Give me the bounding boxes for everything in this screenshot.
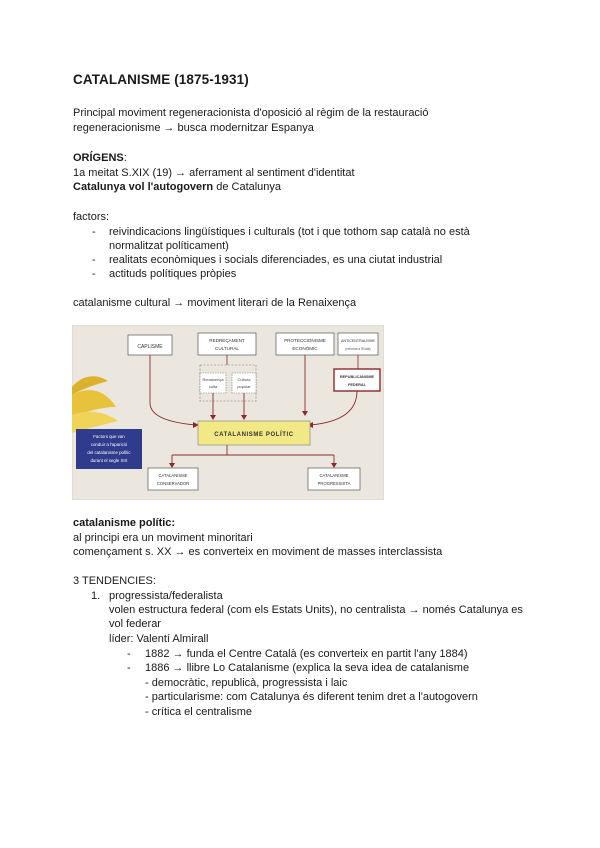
box-redrecament-label-1: REDREÇAMENT: [209, 338, 245, 343]
box-capitalisme: [128, 335, 172, 355]
box-anticentralisme-label-2: (reforma a l'Estat): [345, 347, 371, 351]
box-renaixenca-label-2: culta: [208, 384, 218, 389]
factor-item: reivindicacions lingüístiques i culturals (tot i que tothom sap català no està: [109, 226, 470, 238]
box-redrecament: [198, 333, 256, 355]
tendency-item-1: progressista/federalista: [109, 590, 223, 602]
box-anticentralisme: [338, 333, 378, 355]
box-catalanisme-politic-label: CATALANISME POLÍTIC: [214, 432, 294, 438]
diagram-caption: [76, 429, 142, 469]
tendency-leader: líder: Valentí Almirall: [109, 633, 209, 645]
box-anticentralisme-label-1: ANTICENTRALISME: [341, 339, 375, 343]
factors-label: factors:: [73, 211, 110, 223]
factor-item-continuation: normalitzat políticament): [109, 240, 229, 252]
factor-item: realitats econòmiques i socials diferenciades, es una ciutat industrial: [109, 254, 443, 266]
bullet-dash: -: [127, 662, 131, 674]
politic-line-1: al principi era un moviment minoritari: [73, 532, 253, 544]
box-republicanisme-label-2: FEDERAL: [348, 383, 366, 387]
origins-line-2: [73, 180, 281, 194]
origins-heading: ORÍGENS: [73, 152, 124, 164]
intro-line-1: Principal moviment regeneracionista d'oposició al règim de la restauració: [73, 107, 429, 119]
box-progressista-label-1: CATALANISME: [319, 473, 349, 478]
box-renaixenca-label-1: Renaixença: [202, 377, 224, 382]
diagram-svg: [72, 325, 384, 500]
caption-line-3: del catalanisme polític: [87, 450, 131, 455]
tendency-subsub-item: - crítica el centralisme: [145, 706, 252, 718]
bullet-dash: -: [92, 268, 96, 280]
box-conservador: [148, 468, 198, 490]
box-conservador-label-2: CONSERVADOR: [156, 481, 190, 486]
box-proteccionisme: [276, 333, 334, 355]
origins-heading-colon: :: [123, 152, 127, 164]
box-catalanisme-politic: [198, 421, 310, 445]
box-progressista-label-2: PROGRESSISTA: [317, 481, 351, 486]
caption-line-1: Factors que van: [93, 434, 125, 439]
box-redrecament-label-2: CULTURAL: [215, 346, 239, 351]
caption-line-4: durant el segle XIX: [90, 458, 128, 463]
box-conservador-label-1: CATALANISME: [158, 473, 188, 478]
bullet-dash: -: [127, 648, 131, 660]
tendency-desc-2: vol federar: [109, 618, 161, 630]
cultural-line: catalanisme cultural → moviment literari de la Renaixença: [73, 297, 357, 309]
origins-heading-line: [73, 151, 127, 165]
tendency-number: 1.: [91, 590, 101, 602]
tendencies-heading: 3 TENDENCIES:: [73, 575, 156, 587]
box-capitalisme-label: CAPLISME: [137, 344, 163, 350]
origins-bold-phrase: Catalunya vol l'autogovern: [73, 181, 214, 193]
politic-heading: catalanisme polític:: [73, 517, 176, 529]
tendency-desc-1: volen estructura federal (com els Estats Units), no centralista → només Catalunya es: [109, 604, 523, 616]
box-progressista: [308, 468, 360, 490]
tendency-sub-item: 1886 → llibre Lo Catalanisme (explica la seva idea de catalanisme: [145, 662, 470, 674]
caption-line-2: conduir a l'aparició: [90, 442, 128, 447]
box-cultura-popular: [232, 373, 256, 393]
box-cultura-label-1: Cultura: [237, 377, 251, 382]
tendency-subsub-item: - democràtic, republicà, progressista i laic: [145, 677, 348, 689]
catalanisme-diagram: [72, 325, 384, 500]
bullet-dash: -: [92, 226, 96, 238]
box-republicanisme: [334, 369, 380, 391]
tendency-sub-item: 1882 → funda el Centre Català (es converteix en partit l'any 1884): [145, 648, 468, 660]
box-proteccionisme-label-2: ECONÒMIC: [292, 346, 318, 351]
origins-line-1: 1a meitat S.XIX (19) → aferrament al sentiment d'identitat: [73, 167, 355, 179]
tendency-subsub-item: - particularisme: com Catalunya és diferent tenim dret a l'autogovern: [145, 691, 478, 703]
factor-item: actituds polítiques pròpies: [109, 268, 237, 280]
box-republicanisme-label-1: REPUBLICANISME: [339, 375, 375, 379]
box-proteccionisme-label-1: PROTECCIONISME: [284, 338, 326, 343]
document-title: CATALANISME (1875-1931): [73, 72, 249, 87]
box-renaixenca: [200, 373, 226, 393]
politic-line-2: començament s. XX → es converteix en moviment de masses interclassista: [73, 546, 443, 558]
intro-line-2: regeneracionisme → busca modernitzar Espanya: [73, 122, 314, 134]
box-cultura-label-2: popular: [237, 384, 251, 389]
origins-rest: de Catalunya: [213, 181, 282, 193]
bullet-dash: -: [92, 254, 96, 266]
